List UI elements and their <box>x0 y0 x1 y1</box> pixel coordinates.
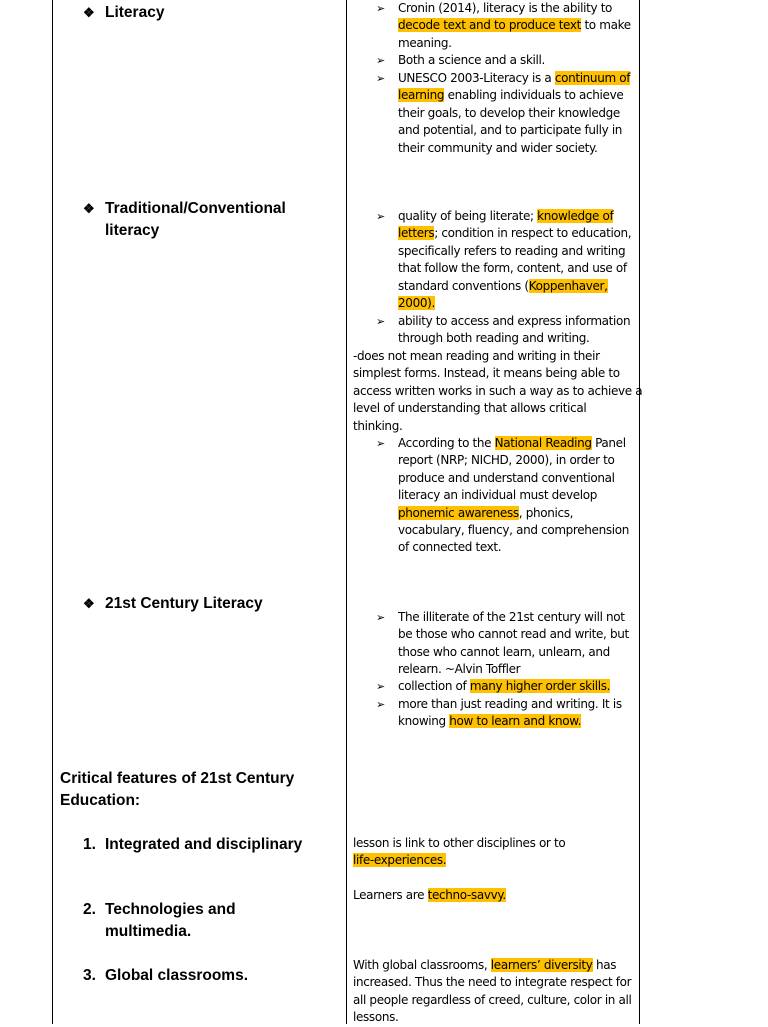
highlight: National Reading <box>494 436 592 450</box>
heading-traditional-literacy: ❖ Traditional/Conventional literacy <box>83 200 286 239</box>
arrow-bullet-icon: ➢ <box>376 54 385 67</box>
highlight: decode text and to produce text <box>398 18 581 33</box>
arrow-bullet-icon: ➢ <box>376 680 385 693</box>
century21-bullet-2: ➢ collection of many higher order skills. <box>398 678 610 695</box>
literacy-bullet-1: ➢ Cronin (2014), literacy is the ability to decode text and to produce text to make meaning. <box>376 1 631 50</box>
heading-critical-features: Critical features of 21st Century Education: <box>60 770 295 809</box>
table-border-left <box>52 0 53 1024</box>
highlight: continuum of <box>554 71 631 85</box>
highlight: how to learn and know. <box>449 714 582 729</box>
feature-item-3: 3. Global classrooms. <box>83 967 248 984</box>
traditional-bullet-2: ➢ ability to access and express information through both reading and writing. <box>376 314 631 346</box>
feature-item-2: 2. Technologies and multimedia. <box>83 901 236 940</box>
century21-bullet-3: ➢ more than just reading and writing. It is knowing how to learn and know. <box>376 697 622 729</box>
arrow-bullet-icon: ➢ <box>376 315 385 328</box>
traditional-bullet-3: ➢ According to the National Reading Panel report (NRP; NICHD, 2000), in order to produce and understand conventional literacy an individual must develop phonemic awareness, phonics, vocabulary, fluency, and comprehension of connected text. <box>376 436 629 555</box>
arrow-bullet-icon: ➢ <box>376 611 385 624</box>
literacy-bullet-3: ➢ UNESCO 2003-Literacy is a continuum of learning enabling individuals to achieve their goals, to develop their knowledge and potential, and to participate fully in their community and wider society. <box>376 71 631 155</box>
arrow-bullet-icon: ➢ <box>376 698 385 711</box>
feature-3-description: With global classrooms, learners’ diversity has increased. Thus the need to integrate respect for all people regardless of creed, culture, color in all lessons. <box>353 958 632 1025</box>
feature-1-description: lesson is link to other disciplines or to life-experiences. <box>353 836 566 868</box>
traditional-bullet-1: ➢ quality of being literate; knowledge of letters; condition in respect to education, specifically refers to reading and writing that follow the form, content, and use of standard conventions (Koppenhaver, 2000). <box>376 209 632 311</box>
literacy-bullet-2: ➢ Both a science and a skill. <box>398 52 545 69</box>
highlight: learners’ diversity <box>490 958 593 972</box>
highlight: 2000). <box>398 296 435 311</box>
arrow-bullet-icon: ➢ <box>376 210 385 223</box>
highlight: learning <box>398 88 445 103</box>
heading-literacy: ❖ Literacy <box>105 2 164 24</box>
table-border-right <box>639 0 640 1024</box>
highlight: knowledge of <box>537 209 614 223</box>
century21-bullet-1: ➢ The illiterate of the 21st century will not be those who cannot read and write, but those who cannot learn, unlearn, and relearn. ~Alvin Toffler <box>376 610 629 677</box>
diamond-bullet-icon: ❖ <box>83 5 95 20</box>
arrow-bullet-icon: ➢ <box>376 437 385 450</box>
feature-2-description: Learners are techno-savvy. <box>353 888 506 902</box>
feature-item-1: 1. Integrated and disciplinary <box>83 836 303 853</box>
highlight: techno-savvy. <box>427 888 506 902</box>
diamond-bullet-icon: ❖ <box>83 596 95 611</box>
highlight: letters <box>398 226 435 241</box>
heading-21st-century-literacy: ❖ 21st Century Literacy <box>105 593 263 615</box>
highlight: many higher order skills. <box>469 679 611 693</box>
highlight: phonemic awareness <box>398 505 519 520</box>
highlight: life-experiences. <box>353 853 447 868</box>
diamond-bullet-icon: ❖ <box>83 201 95 216</box>
table-column-divider <box>346 0 347 1024</box>
highlight: Koppenhaver, <box>528 278 608 293</box>
traditional-paragraph: -does not mean reading and writing in their simplest forms. Instead, it means being able to access written works in such a way as to achieve a level of understanding that allows critical thinking. <box>353 349 643 433</box>
arrow-bullet-icon: ➢ <box>376 72 385 85</box>
arrow-bullet-icon: ➢ <box>376 2 385 15</box>
